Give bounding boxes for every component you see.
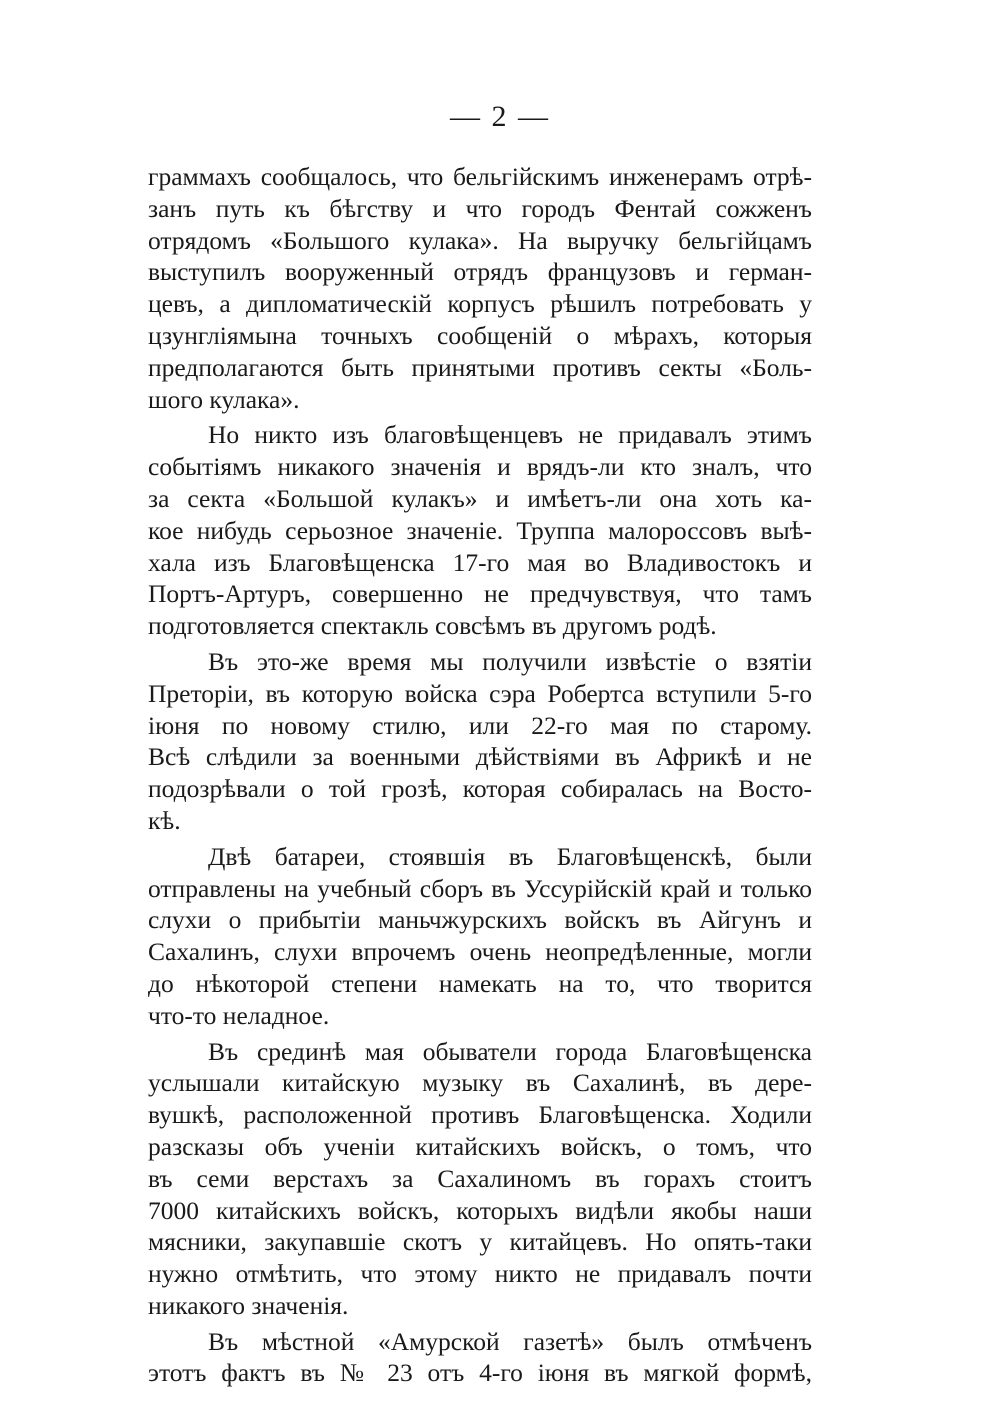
text-line: предполагаются быть принятыми противъ секты «Боль- [148,352,812,382]
text-line: никакого значенія. [148,1290,349,1320]
paragraph [148,1036,812,1322]
text-line: 7000 китайскихъ войскъ, которыхъ видѣли якобы наши [148,1195,812,1225]
text-line: услышали китайскую музыку въ Сахалинѣ, въ дере- [148,1068,812,1098]
text-line: Сахалинъ, слухи впрочемъ очень неопредѣленные, могли [148,937,812,967]
text-line: что-то неладное. [148,1000,330,1030]
text-line: событіямъ никакого значенія и врядъ-ли кто зналъ, что [148,452,812,482]
text-line: цевъ, а дипломатическій корпусъ рѣшилъ потребовать у [148,289,812,319]
text-body [148,161,812,1389]
text-line: кѣ. [148,805,181,835]
text-line: Въ срединѣ мая обыватели города Благовѣщенска [208,1036,812,1066]
text-line: Въ мѣстной «Амурской газетѣ» былъ отмѣченъ [208,1326,812,1356]
text-line: іюня по новому стилю, или 22-го мая по старому. [148,710,812,740]
paragraph [148,646,812,837]
text-line: подготовляется спектакль совсѣмъ въ другомъ родѣ. [148,611,717,641]
text-line: кое нибудь серьозное значеніе. Труппа малороссовъ выѣ- [148,515,812,545]
text-line: Двѣ батареи, стоявшія въ Благовѣщенскѣ, были [208,841,812,871]
text-line: разсказы объ ученіи китайскихъ войскъ, о томъ, что [148,1131,812,1161]
text-line: до нѣкоторой степени намекать на то, что творится [148,968,812,998]
text-line: занъ путь къ бѣгству и что городъ Фентай сожженъ [148,193,812,223]
text-line: нужно отмѣтить, что этому никто не придавалъ почти [148,1259,812,1289]
text-line: хала изъ Благовѣщенска 17-го мая во Владивостокъ и [148,547,812,577]
text-line: этотъ фактъ въ № 23 отъ 4-го іюня въ мягкой формѣ, [148,1358,812,1388]
text-line: отрядомъ «Большого кулака». На выручку бельгійцамъ [148,225,812,255]
text-line: подозрѣвали о той грозѣ, которая собиралась на Восто- [148,774,812,804]
text-line: мясники, закупавшіе скотъ у китайцевъ. Но опять-таки [148,1227,812,1257]
paragraph [148,161,812,415]
text-line: слухи о прибытіи маньчжурскихъ войскъ въ Айгунъ и [148,905,812,935]
text-line: Въ это-же время мы получили извѣстіе о взятіи [208,646,812,676]
text-line: вушкѣ, расположенной противъ Благовѣщенска. Ходили [148,1100,812,1130]
text-line: за секта «Большой кулакъ» и имѣетъ-ли она хоть ка- [148,483,812,513]
text-line: шого кулака». [148,384,300,414]
text-line: граммахъ сообщалось, что бельгійскимъ инженерамъ отрѣ- [148,162,812,191]
text-line: Портъ-Артуръ, совершенно не предчувствуя, что тамъ [148,579,812,609]
text-line: Преторіи, въ которую войска сэра Робертса вступили 5-го [148,678,812,708]
page-number: — 2 — [450,100,550,133]
text-line: въ семи верстахъ за Сахалиномъ въ горахъ стоитъ [148,1163,812,1193]
text-line: Всѣ слѣдили за военными дѣйствіями въ Африкѣ и не [148,742,812,772]
text-line: отправлены на учебный сборъ въ Уссурійскій край и только [148,873,812,903]
paragraph [148,841,812,1032]
text-line: цзунгліямына точныхъ сообщеній о мѣрахъ, которыя [148,320,812,350]
paragraph [148,1326,812,1390]
paragraph [148,419,812,642]
text-line: выступилъ вооруженный отрядъ французовъ и герман- [148,257,812,287]
text-line: Но никто изъ благовѣщенцевъ не придавалъ этимъ [208,420,812,450]
